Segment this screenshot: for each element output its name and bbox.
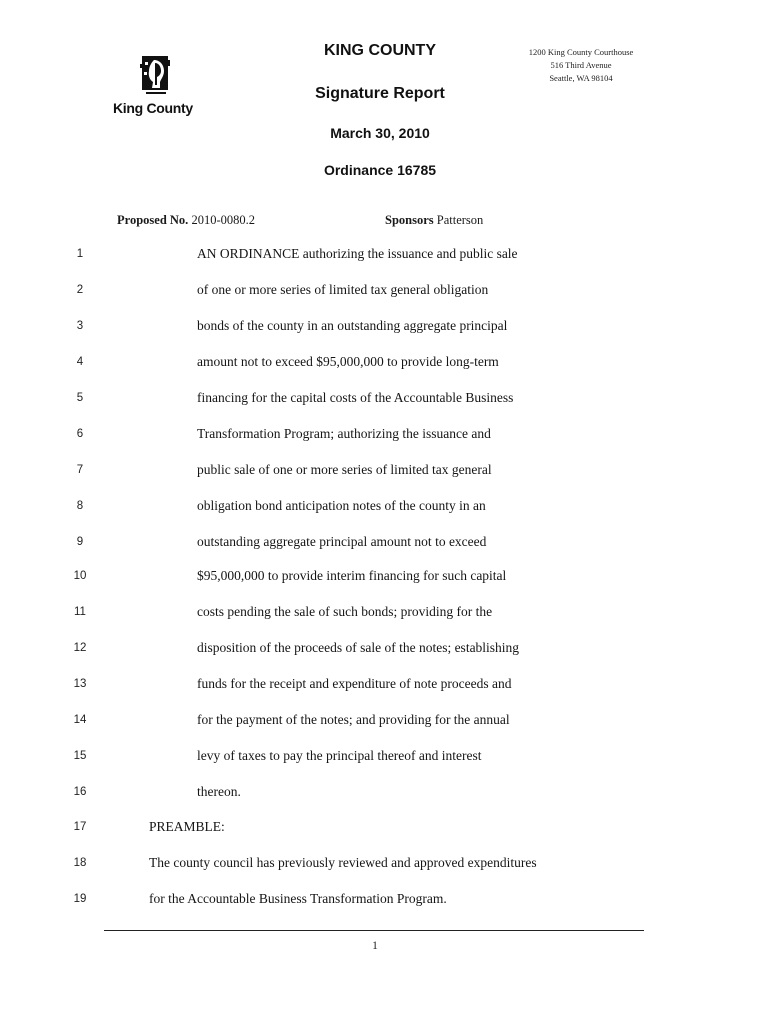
line-number: 17 xyxy=(73,821,87,833)
ordinance-line: funds for the receipt and expenditure of note proceeds and xyxy=(197,676,512,691)
proposed-label: Proposed No. xyxy=(117,213,189,227)
ordinance-line: of one or more series of limited tax general obligation xyxy=(197,282,489,297)
ordinance-line: financing for the capital costs of the Accountable Business xyxy=(197,390,514,405)
logo-text: King County xyxy=(113,100,193,116)
line-number: 15 xyxy=(73,750,87,762)
address-line-3: Seattle, WA 98104 xyxy=(549,73,613,83)
ordinance-line: for the payment of the notes; and providing for the annual xyxy=(197,712,510,727)
line-number: 16 xyxy=(73,786,87,798)
ordinance-line: disposition of the proceeds of sale of the notes; establishing xyxy=(197,640,520,655)
proposed-value: 2010-0080.2 xyxy=(191,213,255,227)
sponsors-value: Patterson xyxy=(436,213,484,227)
sponsors-label: Sponsors xyxy=(385,213,434,227)
line-number: 14 xyxy=(73,714,87,726)
report-title: Signature Report xyxy=(315,85,445,102)
king-county-logo xyxy=(113,52,223,122)
ordinance-line: thereon. xyxy=(197,784,241,799)
ordinance-line: amount not to exceed $95,000,000 to provide long-term xyxy=(197,354,499,369)
preamble-heading: PREAMBLE: xyxy=(149,819,225,834)
line-number: 9 xyxy=(76,536,84,548)
line-number: 7 xyxy=(76,464,84,476)
ordinance-line: obligation bond anticipation notes of the county in an xyxy=(197,498,486,513)
line-number: 19 xyxy=(73,893,87,905)
line-number: 10 xyxy=(73,570,87,582)
ordinance-line: bonds of the county in an outstanding aggregate principal xyxy=(197,318,508,333)
ordinance-line: Transformation Program; authorizing the issuance and xyxy=(197,426,491,441)
ordinance-line: costs pending the sale of such bonds; providing for the xyxy=(197,604,493,619)
line-number: 1 xyxy=(76,248,84,260)
line-number: 8 xyxy=(76,500,84,512)
address-line-2: 516 Third Avenue xyxy=(550,60,612,70)
line-number: 18 xyxy=(73,857,87,869)
county-heading: KING COUNTY xyxy=(324,42,436,59)
proposed-number xyxy=(117,213,255,228)
ordinance-line: AN ORDINANCE authorizing the issuance and public sale xyxy=(197,246,518,261)
address-line-1: 1200 King County Courthouse xyxy=(528,47,634,57)
footer-rule xyxy=(104,930,644,931)
ordinance-line: levy of taxes to pay the principal thereof and interest xyxy=(197,748,482,763)
courthouse-address xyxy=(506,46,656,85)
king-county-logo-icon xyxy=(138,52,174,96)
sponsors xyxy=(385,213,483,228)
line-number: 13 xyxy=(73,678,87,690)
ordinance-line: $95,000,000 to provide interim financing for such capital xyxy=(197,568,507,583)
page-number: 1 xyxy=(372,940,378,952)
line-number: 6 xyxy=(76,428,84,440)
ordinance-line: outstanding aggregate principal amount not to exceed xyxy=(197,534,487,549)
ordinance-line: for the Accountable Business Transformation Program. xyxy=(149,891,447,906)
line-number: 2 xyxy=(76,284,84,296)
ordinance-line: The county council has previously reviewed and approved expenditures xyxy=(149,855,537,870)
ordinance-number: Ordinance 16785 xyxy=(323,162,437,178)
line-number: 4 xyxy=(76,356,84,368)
report-date: March 30, 2010 xyxy=(330,125,430,141)
line-number: 12 xyxy=(73,642,87,654)
line-number: 3 xyxy=(76,320,84,332)
line-number: 5 xyxy=(76,392,84,404)
line-number: 11 xyxy=(74,606,86,618)
ordinance-line: public sale of one or more series of limited tax general xyxy=(197,462,492,477)
